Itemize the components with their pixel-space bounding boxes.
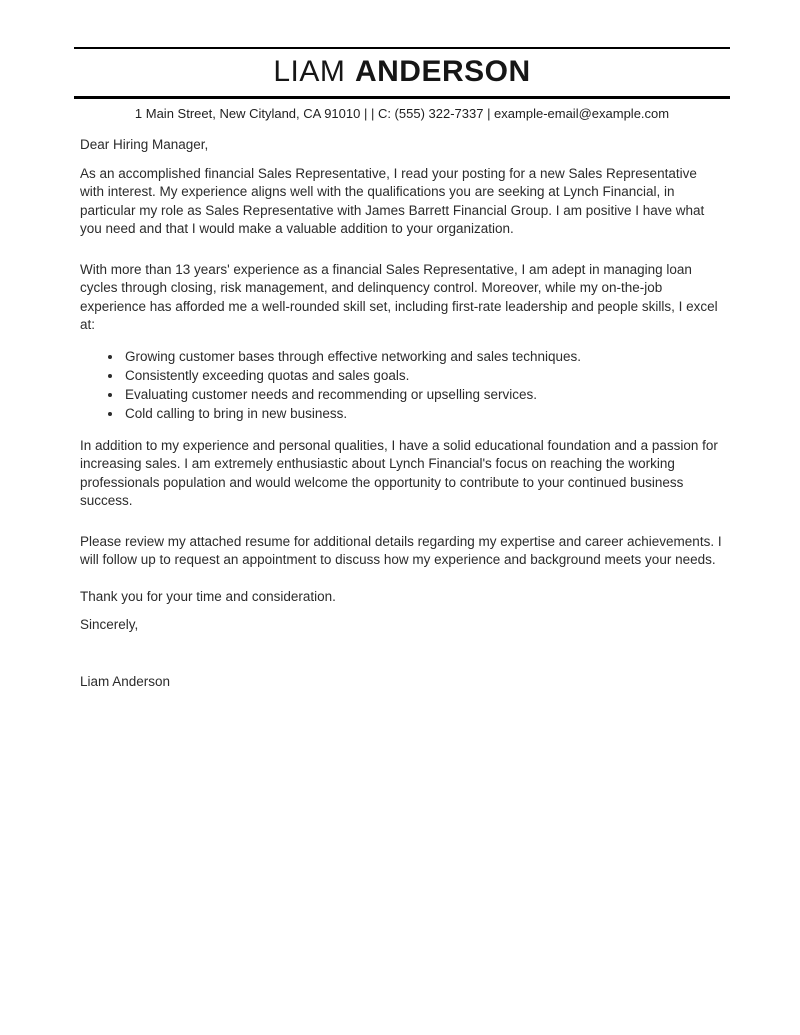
thank-you-line: Thank you for your time and consideration. [80,588,336,604]
letterhead-bottom-rule [74,96,730,99]
salutation: Dear Hiring Manager, [80,137,209,152]
letterhead [80,47,724,121]
contact-line: 1 Main Street, New Cityland, CA 91010 | | C: (555) 322-7337 | example-email@example.com [134,106,670,121]
candidate-first-name: LIAM [273,55,346,88]
paragraph-followup: Please review my attached resume for additional details regarding my expertise and career achievements. I will follow up to request an appointment to discuss how my experience and background meets your needs. [80,533,722,567]
paragraph-education: In addition to my experience and personal qualities, I have a solid educational foundation and a passion for increasing sales. I am extremely enthusiastic about Lynch Financial's focus on reaching the working professionals population and would welcome the opportunity to contribute to your continued business success. [80,437,718,508]
skills-list-item: • Cold calling to bring in new business. [123,404,724,423]
candidate-name [80,49,724,96]
valediction: Sincerely, [80,617,139,632]
candidate-last-name: ANDERSON [354,55,531,88]
skills-list-item: • Consistently exceeding quotas and sales goals. [123,366,724,385]
skills-list [80,347,724,423]
skills-list-item: • Evaluating customer needs and recommending or upselling services. [123,385,724,404]
paragraph-experience: With more than 13 years' experience as a financial Sales Representative, I am adept in managing loan cycles through closing, risk management, and delinquency control. Moreover, while my on-the-job experience has afforded me a well-rounded skill set, including first-rate leadership and people skills, I excel at: [80,261,718,332]
skills-list-item: • Growing customer bases through effective networking and sales techniques. [123,347,724,366]
signature-name: Liam Anderson [80,673,171,689]
paragraph-intro: As an accomplished financial Sales Representative, I read your posting for a new Sales Representative with interest. My experience aligns well with the qualifications you are seeking at Lynch Financial, in particular my role as Sales Representative with James Barrett Financial Group. I am positive I have what you need and that I would make a valuable addition to your organization. [80,165,705,236]
letter-body [80,136,724,691]
